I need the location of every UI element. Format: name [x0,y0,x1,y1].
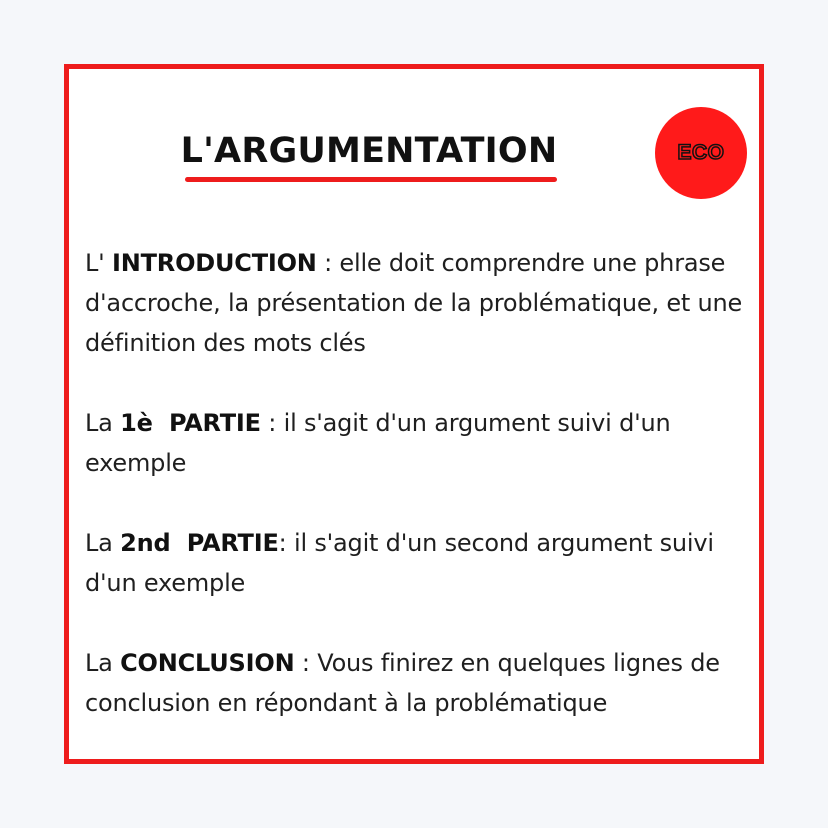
section-heading: CONCLUSION [120,649,295,677]
section-prefix: L' [85,249,112,277]
section-conclusion [85,643,749,723]
content [85,243,749,723]
page-title: L'ARGUMENTATION [180,131,558,171]
section-body: : elle doit comprendre une phrase d'accroche, la présentation de la problématique, et une définition des mots clés [85,249,743,357]
section-introduction [85,243,749,363]
section-body: : il s'agit d'un argument suivi d'un exemple [85,409,671,477]
section-first-part [85,403,749,483]
section-second-part [85,523,749,603]
section-prefix: La [85,649,121,677]
title-underline [185,177,557,182]
section-heading: 2nd PARTIE [120,529,279,557]
section-prefix: La [85,529,121,557]
section-prefix: La [85,409,121,437]
eco-badge [655,107,747,199]
argumentation-card [64,64,764,764]
section-body: : il s'agit d'un second argument suivi d'un exemple [85,529,714,597]
section-body: : Vous finirez en quelques lignes de conclusion en répondant à la problématique [85,649,720,717]
section-heading: INTRODUCTION [112,249,317,277]
section-heading: 1è PARTIE [120,409,261,437]
badge-label: ECO [677,141,725,164]
